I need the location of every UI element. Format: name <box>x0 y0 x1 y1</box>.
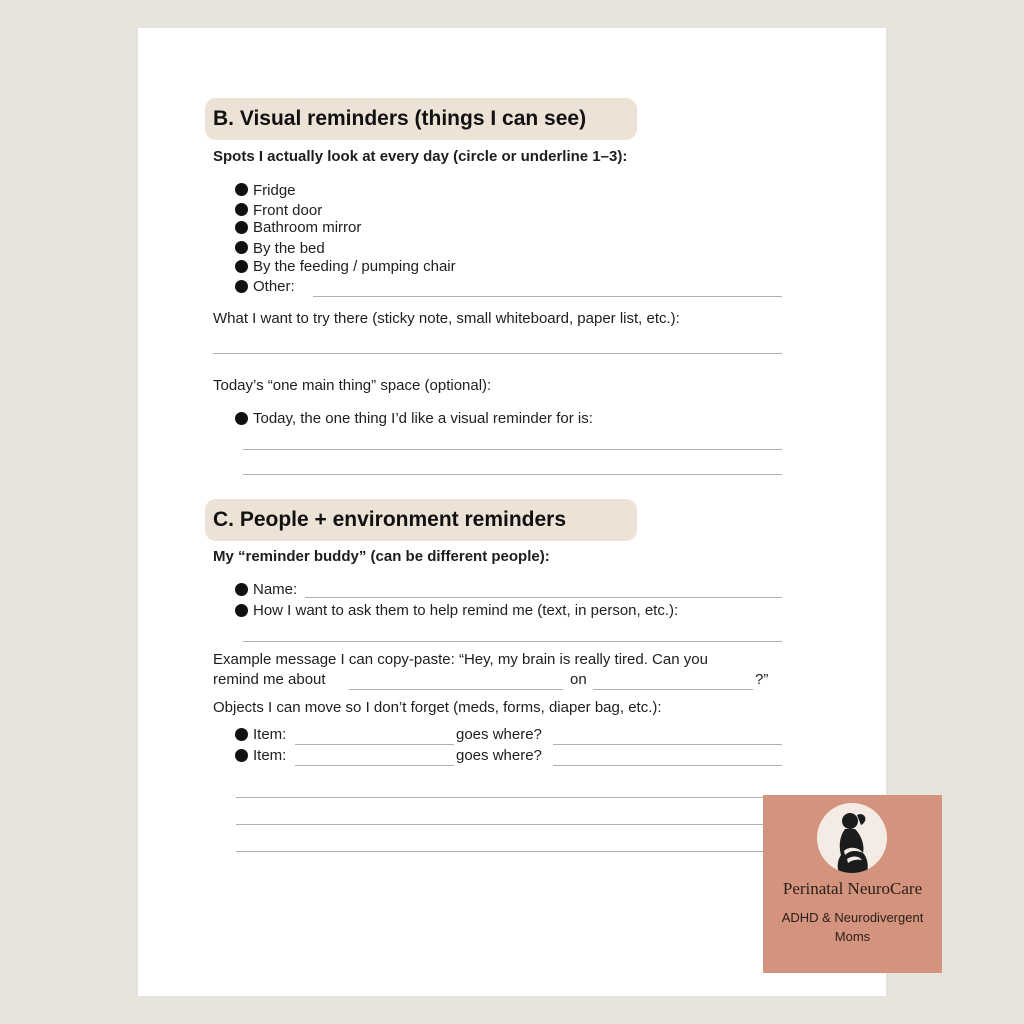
ask-item: How I want to ask them to help remind me (text, in person, etc.): <box>253 602 679 619</box>
spot-option[interactable]: By the bed <box>253 240 325 257</box>
today-line[interactable] <box>243 474 782 475</box>
today-item: Today, the one thing I’d like a visual reminder for is: <box>253 410 593 427</box>
notes-line[interactable] <box>236 824 782 825</box>
notes-line[interactable] <box>236 851 782 852</box>
notes-line[interactable] <box>236 797 782 798</box>
name-line[interactable] <box>305 597 782 598</box>
today-line[interactable] <box>243 449 782 450</box>
objects-label: Objects I can move so I don’t forget (meds, forms, diaper bag, etc.): <box>213 699 662 716</box>
brand-name: Perinatal NeuroCare <box>782 879 923 898</box>
example-on-label: on <box>570 671 587 688</box>
spots-label: Spots I actually look at every day (circle or underline 1–3): <box>213 148 628 165</box>
spot-option[interactable]: By the feeding / pumping chair <box>253 258 456 275</box>
item-line[interactable] <box>295 765 454 766</box>
bullet-icon <box>235 241 248 254</box>
remind-about-line[interactable] <box>349 689 563 690</box>
remind-on-line[interactable] <box>593 689 753 690</box>
bullet-icon <box>235 203 248 216</box>
brand-logo-circle <box>817 803 887 873</box>
item-line[interactable] <box>295 744 454 745</box>
section-c-heading: C. People + environment reminders <box>205 499 637 541</box>
goes-where-label: goes where? <box>456 747 542 764</box>
name-item: Name: <box>253 581 298 598</box>
bullet-icon <box>235 749 248 762</box>
item-label: Item: <box>253 747 287 764</box>
today-label: Today’s “one main thing” space (optional): <box>213 377 492 394</box>
bullet-icon <box>235 604 248 617</box>
spot-option[interactable]: Front door <box>253 202 323 219</box>
other-spot-line[interactable] <box>313 296 782 297</box>
goes-where-label: goes where? <box>456 726 542 743</box>
example-remind-label: remind me about <box>213 671 326 688</box>
section-b-heading: B. Visual reminders (things I can see) <box>205 98 637 140</box>
bullet-icon <box>235 280 248 293</box>
bullet-icon <box>235 728 248 741</box>
ask-line[interactable] <box>243 641 782 642</box>
bullet-icon <box>235 583 248 596</box>
bullet-icon <box>235 183 248 196</box>
example-line-1: Example message I can copy-paste: “Hey, my brain is really tired. Can you <box>213 651 708 668</box>
spot-option[interactable]: Bathroom mirror <box>253 219 362 236</box>
bullet-icon <box>235 412 248 425</box>
try-there-line[interactable] <box>213 353 782 354</box>
brand-badge <box>763 795 942 973</box>
brand-tagline: ADHD & Neurodivergent Moms <box>781 910 924 944</box>
item-label: Item: <box>253 726 287 743</box>
buddy-label: My “reminder buddy” (can be different people): <box>213 548 550 565</box>
mother-baby-icon <box>817 803 887 873</box>
try-there-label: What I want to try there (sticky note, small whiteboard, paper list, etc.): <box>213 310 680 327</box>
spot-option[interactable]: Fridge <box>253 182 296 199</box>
goes-where-line[interactable] <box>553 744 782 745</box>
example-end: ?” <box>755 671 769 688</box>
goes-where-line[interactable] <box>553 765 782 766</box>
bullet-icon <box>235 221 248 234</box>
spot-option-other: Other: <box>253 278 295 295</box>
bullet-icon <box>235 260 248 273</box>
